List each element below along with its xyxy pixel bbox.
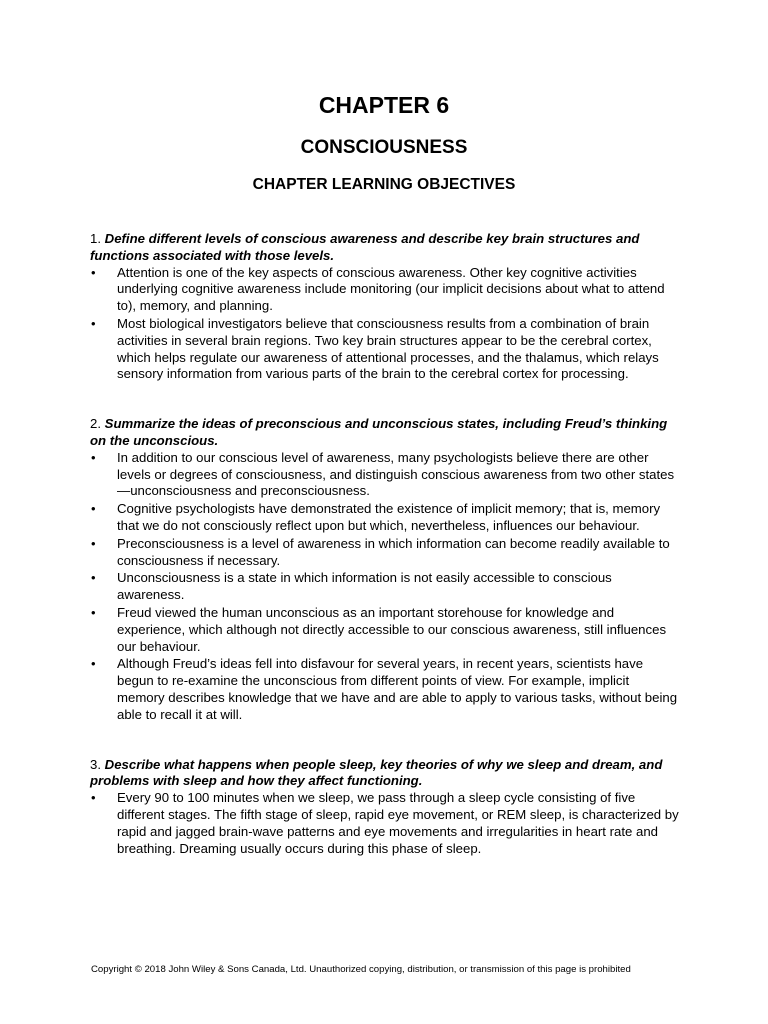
bullet-text: Every 90 to 100 minutes when we sleep, we pass through a sleep cycle consisting of five different stages. The fifth stage of sleep, rapid eye movement, or REM sleep, is characterized by rapid and jagged brain-wave patterns and eye movements and irregularities in heart rate and breathing. Dreaming usually occurs during this phase of sleep. — [117, 790, 679, 856]
list-item — [90, 265, 680, 315]
objective-title — [90, 231, 680, 265]
list-item — [90, 450, 680, 500]
bullet-icon: • — [91, 501, 96, 517]
bullet-icon: • — [91, 264, 96, 280]
chapter-heading: CHAPTER 6 — [318, 92, 450, 118]
objective-number: 3. — [90, 756, 101, 772]
bullet-list — [90, 265, 680, 384]
objective-number: 1. — [90, 231, 101, 246]
objective-2 — [90, 416, 680, 723]
bullet-icon: • — [91, 790, 96, 806]
bullet-text: Unconsciousness is a state in which information is not easily accessible to conscious awareness. — [117, 570, 612, 603]
objectives-list — [90, 231, 680, 890]
objective-number: 2. — [90, 416, 101, 432]
objective-title — [90, 416, 680, 450]
bullet-icon: • — [91, 449, 96, 465]
list-item — [90, 316, 680, 383]
objective-1 — [90, 231, 680, 383]
list-item — [90, 501, 680, 535]
objective-3 — [90, 757, 680, 858]
bullet-icon: • — [91, 535, 96, 551]
bullet-icon: • — [91, 570, 96, 586]
copyright-footer: Copyright © 2018 John Wiley & Sons Canada, Ltd. Unauthorized copying, distribution, or transmission of this page is prohibited — [91, 964, 631, 975]
bullet-icon: • — [91, 604, 96, 620]
section-title: CHAPTER LEARNING OBJECTIVES — [252, 176, 516, 193]
list-item — [90, 570, 680, 604]
bullet-list — [90, 790, 680, 857]
bullet-list — [90, 450, 680, 724]
bullet-text: Cognitive psychologists have demonstrated the existence of implicit memory; that is, memory that we do not consciously reflect upon but which, nevertheless, influences our behaviour. — [117, 501, 661, 533]
list-item — [90, 605, 680, 655]
objective-text: Define different levels of conscious awareness and describe key brain structures and functions associated with those levels. — [90, 231, 640, 263]
objective-title — [90, 757, 680, 791]
list-item — [90, 656, 680, 723]
bullet-text: Most biological investigators believe that consciousness results from a combination of brain activities in several brain regions. Two key brain structures appear to be the cerebral cortex, which helps regulate our awareness of attentional processes, and the thalamus, which relays sensory information from various parts of the brain to the cerebral cortex for processing. — [117, 315, 659, 382]
bullet-icon: • — [91, 315, 96, 331]
bullet-text: Although Freud’s ideas fell into disfavour for several years, in recent years, scientists have begun to re-examine the unconscious from different points of view. For example, implicit memory describes knowledge that we have and are able to apply to various tasks, without being able to recall it at will. — [117, 656, 678, 722]
objective-text: Describe what happens when people sleep, key theories of why we sleep and dream, and problems with sleep and how they affect functioning. — [90, 756, 663, 789]
chapter-topic: CONSCIOUSNESS — [300, 137, 468, 158]
list-item — [90, 790, 680, 857]
bullet-text: Preconsciousness is a level of awareness in which information can become readily available to consciousness if necessary. — [117, 535, 670, 568]
objective-text: Summarize the ideas of preconscious and unconscious states, including Freud’s thinking on the unconscious. — [90, 416, 668, 448]
bullet-text: Attention is one of the key aspects of conscious awareness. Other key cognitive activities underlying cognitive awareness include monitoring (our implicit decisions about what to attend to), memory, and planning. — [117, 264, 665, 314]
bullet-text: In addition to our conscious level of awareness, many psychologists believe there are other levels or degrees of consciousness, and distinguish conscious awareness from two other states—unconsciousness and preconsciousness. — [117, 449, 675, 499]
bullet-icon: • — [91, 656, 96, 672]
list-item — [90, 536, 680, 570]
bullet-text: Freud viewed the human unconscious as an important storehouse for knowledge and experience, which although not directly accessible to our conscious awareness, still influences our behaviour. — [117, 604, 667, 654]
